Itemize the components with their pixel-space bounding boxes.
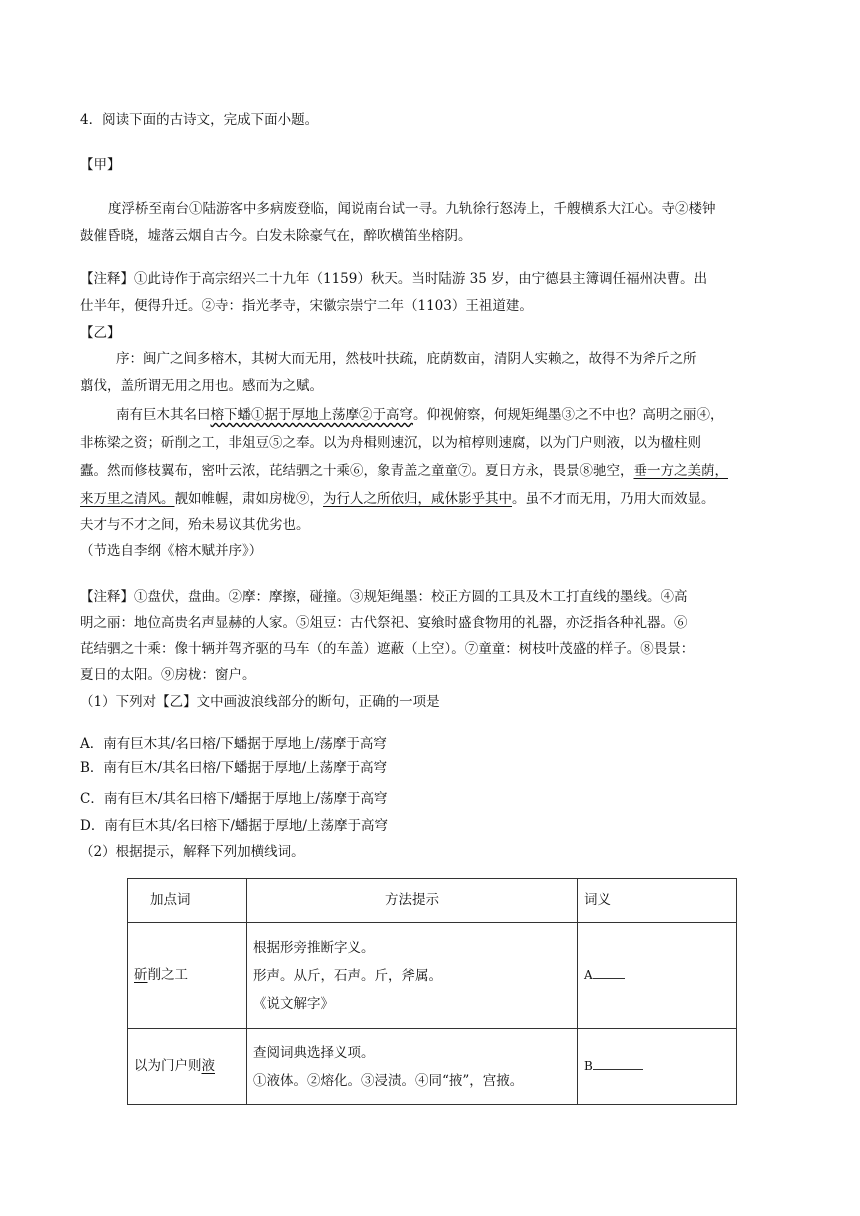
hint-cell [247,1029,578,1105]
poem-line-2: 鼓催昏晓，墟落云烟自古今。白发未除豪气在，醉吹横笛坐榕阴。 [80,228,472,244]
table-header-row [128,879,737,923]
option-b[interactable]: B．南有巨木/其名曰榕/下蟠据于厚地/上荡摩于高穹 [80,760,388,776]
answer-blank[interactable] [593,1059,643,1070]
table-row [128,1029,737,1105]
option-c[interactable]: C．南有巨木/其名曰榕下/蟠据于厚地上/荡摩于高穹 [80,791,388,807]
fu-line-1 [116,409,724,423]
hint-line: 《说文解字》 [253,995,334,1012]
yi-note-line-2: 明之丽：地位高贵名声显赫的人家。⑤俎豆：古代祭祀、宴飨时盛食物用的礼器，亦泛指各种礼器。⑥ [80,615,688,631]
jia-note-line-1: 【注释】①此诗作于高宗绍兴二十九年（1159）秋天。当时陆游 35 岁，由宁德县主簿调任福州决曹。出 [80,271,708,287]
preface-line-2: 翦伐，盖所谓无用之用也。感而为之赋。 [80,378,323,394]
hint-cell [247,923,578,1029]
word-rest: 削之工 [147,966,188,983]
hint-line: 查阅词典选择义项。 [253,1044,375,1061]
vocab-table [127,878,737,1105]
preface-line-1: 序：闽广之间多榕木，其树大而无用，然枝叶扶疏，庇荫数亩，清阴人实赖之，故得不为斧斤之所 [116,351,697,367]
header-word: 加点词 [128,879,247,923]
word-cell [128,1029,247,1105]
answer-label: A [584,968,593,983]
sub1-prompt: （1）下列对【乙】文中画波浪线部分的断句，正确的一项是 [80,694,440,710]
fu-line-4-end: 。虽不才而无用，乃用大而效显。 [512,491,715,507]
fu-line-3 [80,465,728,479]
source-line: （节选自李纲《榕木赋并序》） [80,543,263,559]
option-d[interactable]: D．南有巨木其/名曰榕下/蟠据于厚地/上荡摩于高穹 [80,818,388,834]
jia-note-line-2: 仕半年，便得升迁。②寺：指光孝寺，宋徽宗崇宁二年（1103）王祖道建。 [80,298,533,314]
fu-line-4-mid: 靓如帷幄，肃如房栊⑨， [174,491,323,507]
fu-line-1-start: 南有巨木其名曰 [116,407,211,423]
answer-blank[interactable] [593,968,625,979]
sub2-prompt: （2）根据提示，解释下列加横线词。 [80,844,305,860]
fu-line-5: 夫才与不才之间，殆未易议其优劣也。 [80,517,310,533]
fu-line-2: 非栋梁之资；斫削之工，非俎豆⑤之奉。以为舟楫则速沉，以为棺椁则速腐，以为门户则液，以为楹柱则 [80,435,701,451]
underlined-phrase-3: 为行人之所依归，咸休影乎其中 [323,491,512,507]
word-cell [128,923,247,1029]
yi-note-line-1: 【注释】①盘伏，盘曲。②摩：摩擦，碰撞。③规矩绳墨：校正方圆的工具及木工打直线的墨线。④高 [80,589,688,605]
wavy-underlined-phrase: 榕下蟠①据于厚地上荡摩②于高穹 [210,407,413,423]
word-pre: 以为门户则 [134,1057,202,1074]
option-a[interactable]: A．南有巨木其/名曰榕/下蟠据于厚地上/荡摩于高穹 [80,736,387,752]
fu-line-4 [80,493,715,507]
question-number-line: 4．阅读下面的古诗文，完成下面小题。 [80,112,319,128]
hint-line: 形声。从斤，石声。斤，斧属。 [253,967,442,984]
hint-line: ①液体。②熔化。③浸渍。④同“掖”，宫掖。 [253,1072,524,1089]
fu-line-1-end: 。仰视俯察，何规矩绳墨③之不中也？高明之丽④， [413,407,724,423]
header-hint: 方法提示 [247,879,578,923]
hint-line: 根据形旁推断字义。 [253,939,375,956]
yi-label: 【乙】 [80,325,121,341]
underlined-word: 斫 [134,966,148,983]
underlined-phrase-2: 来万里之清风。 [80,491,175,507]
jia-label: 【甲】 [80,157,121,173]
yi-note-line-4: 夏日的太阳。⑨房栊：窗户。 [80,667,256,683]
poem-line-1: 度浮桥至南台①陆游客中多病废登临，闻说南台试一寻。九轨徐行怒涛上，千艘横系大江心。寺②楼钟 [108,201,716,217]
fu-line-3-start: 蠹。然而修枝翼布，密叶云浓，芘结驷之十乘⑥，象青盖之童童⑦。夏日方永，畏景⑧驰空， [80,463,634,479]
answer-cell[interactable] [578,1029,737,1105]
header-meaning: 词义 [578,879,737,923]
underlined-phrase-1: 垂一方之美荫， [633,463,728,479]
yi-note-line-3: 芘结驷之十乘：像十辆并驾齐驱的马车（的车盖）遮蔽（上空）。⑦童童：树枝叶茂盛的样子。⑧畏景： [80,641,695,657]
underlined-word: 液 [201,1057,215,1074]
table-row [128,923,737,1029]
answer-cell[interactable] [578,923,737,1029]
answer-label: B [584,1059,593,1074]
